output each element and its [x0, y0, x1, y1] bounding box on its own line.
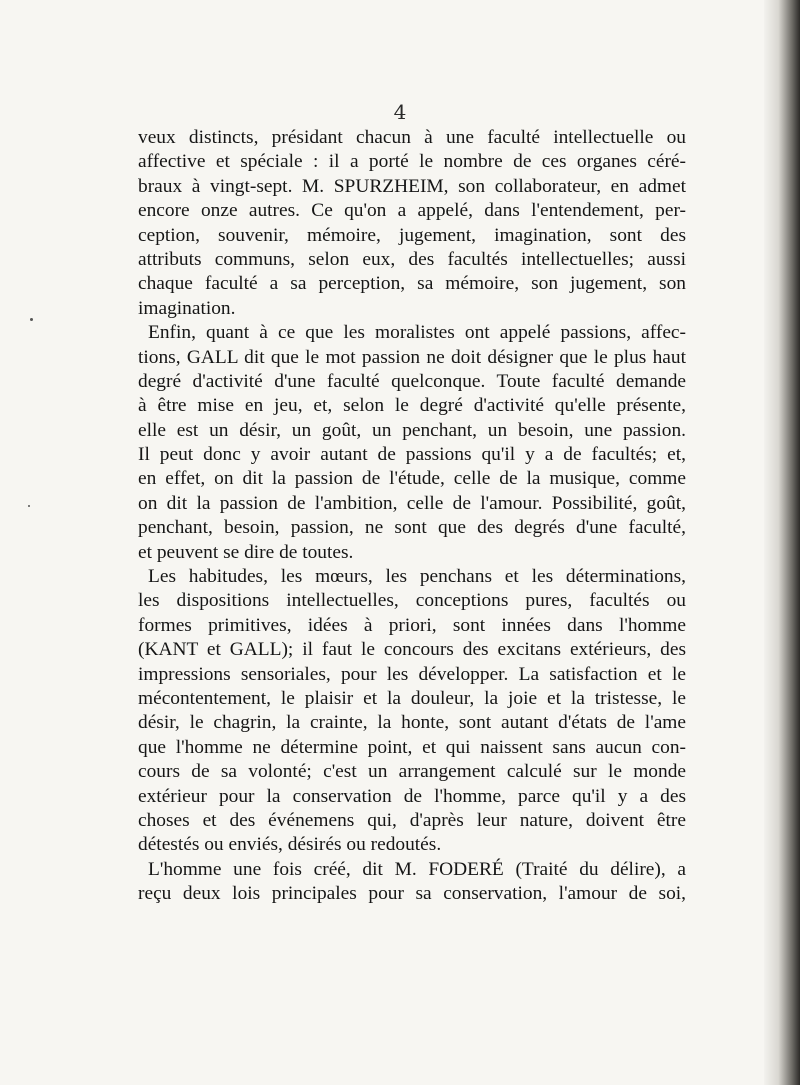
paragraph-start-line: Enfin, quant à ce que les moralistes ont appelé passions, affec- [148, 322, 686, 344]
text-line: détestés ou enviés, désirés ou redoutés. [138, 834, 442, 856]
text-line: choses et des événemens qui, d'après leur nature, doivent être [138, 809, 686, 831]
text-line: attributs communs, selon eux, des facultés intellectuelles; aussi [138, 248, 686, 270]
text-line: extérieur pour la conservation de l'homme, parce qu'il y a des [138, 785, 686, 807]
text-line: degré d'activité d'une faculté quelconque. Toute faculté demande [138, 370, 686, 392]
text-line: que l'homme ne détermine point, et qui naissent sans aucun con- [138, 736, 686, 758]
text-line: on dit la passion de l'ambition, celle de l'amour. Possibilité, goût, [138, 492, 686, 514]
text-line: encore onze autres. Ce qu'on a appelé, dans l'entendement, per- [138, 200, 686, 222]
body-text [138, 126, 686, 907]
text-line: les dispositions intellectuelles, conceptions pures, facultés ou [138, 590, 686, 612]
text-line: à être mise en jeu, et, selon le degré d'activité qu'elle présente, [138, 395, 686, 417]
ink-speck [30, 318, 33, 321]
text-line: ception, souvenir, mémoire, jugement, imagination, sont des [138, 224, 686, 246]
text-line: (KANT et GALL); il faut le concours des excitans extérieurs, des [138, 639, 686, 661]
text-line: cours de sa volonté; c'est un arrangement calculé sur le monde [138, 761, 686, 783]
text-line: imagination. [138, 297, 236, 319]
text-line: mécontentement, le plaisir et la douleur, la joie et la tristesse, le [138, 687, 686, 709]
text-line: et peuvent se dire de toutes. [138, 541, 354, 563]
text-line: formes primitives, idées à priori, sont innées dans l'homme [138, 614, 686, 636]
text-line: penchant, besoin, passion, ne sont que des degrés d'une faculté, [138, 517, 686, 539]
text-line: impressions sensoriales, pour les développer. La satisfaction et le [138, 663, 686, 685]
text-line: Il peut donc y avoir autant de passions qu'il y a de facultés; et, [138, 444, 686, 466]
text-line: elle est un désir, un goût, un penchant, un besoin, une passion. [138, 419, 686, 441]
text-line: affective et spéciale : il a porté le nombre de ces organes céré- [138, 151, 686, 173]
text-line: reçu deux lois principales pour sa conservation, l'amour de soi, [138, 883, 686, 905]
text-line: en effet, on dit la passion de l'étude, celle de la musique, comme [138, 468, 686, 490]
text-line: tions, GALL dit que le mot passion ne doit désigner que le plus haut [138, 346, 686, 368]
ink-speck [28, 505, 30, 507]
text-line: braux à vingt-sept. M. SPURZHEIM, son collaborateur, en admet [138, 175, 686, 197]
text-line: veux distincts, présidant chacun à une faculté intellectuelle ou [138, 127, 686, 148]
paragraph-start-line: L'homme une fois créé, dit M. FODERÉ (Traité du délire), a [148, 858, 686, 880]
text-line: désir, le chagrin, la crainte, la honte, sont autant d'états de l'ame [138, 712, 686, 734]
paragraph-start-line: Les habitudes, les mœurs, les penchans et les déterminations, [148, 566, 686, 588]
page-gutter-shadow [764, 0, 800, 1085]
text-line: chaque faculté a sa perception, sa mémoire, son jugement, son [138, 273, 686, 295]
page-number: 4 [393, 100, 407, 124]
